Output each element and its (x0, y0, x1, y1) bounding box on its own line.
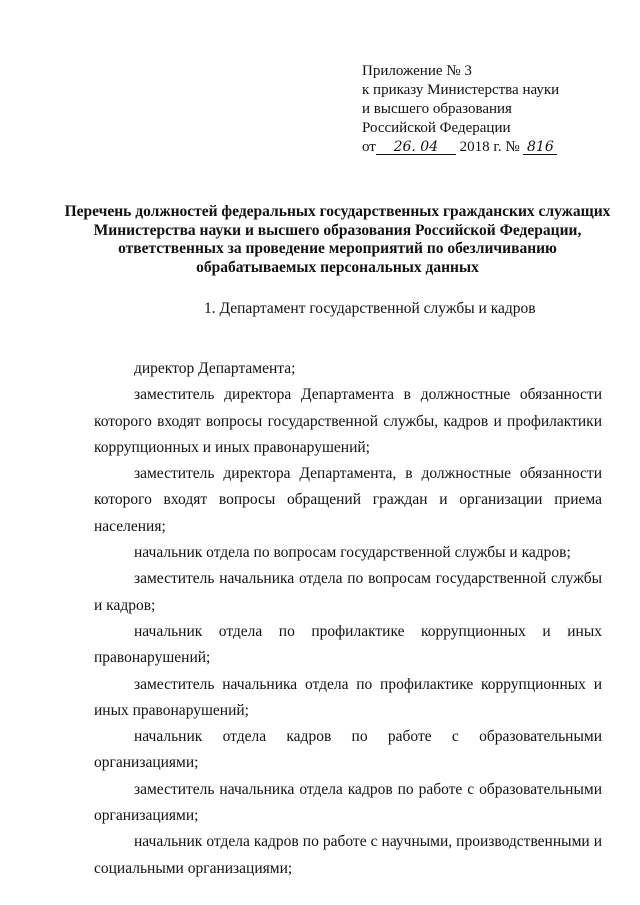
list-item: начальник отдела по вопросам государственной службы и кадров; (134, 544, 571, 562)
document-title: Перечень должностей федеральных государственных гражданских служащих Министерства науки и высшего образования Российской Федерации, ответственных за проведение мероприятий по обезличиванию обрабатываемых персональных данных (64, 203, 611, 276)
list-item: заместитель начальника отдела по профилактике коррупционных и иных правонарушений; (94, 675, 602, 719)
appendix-date-line (362, 138, 622, 157)
section-heading: 1. Департамент государственной службы и кадров (204, 300, 536, 317)
list-item: начальник отдела кадров по работе с образовательными организациями; (94, 728, 602, 772)
list-item: начальник отдела по профилактике коррупционных и иных правонарушений; (94, 622, 602, 667)
list-item: заместитель директора Департамента в должностные обязанности которого входят вопросы государственной службы, кадров и профилактики коррупционных и иных правонарушений; (94, 386, 602, 456)
positions-list (94, 356, 602, 882)
appendix-ministry: и высшего образования (362, 101, 512, 117)
handwritten-date: 26. 04 (376, 140, 456, 155)
list-item: начальник отдела кадров по работе с научными, производственными и социальными организациями; (94, 833, 602, 877)
list-item: заместитель директора Департамента, в должностные обязанности которого входят вопросы обращений граждан и организации приема населения; (94, 465, 602, 535)
year-and-number-label: 2018 г. № (459, 139, 520, 155)
list-item: заместитель начальника отдела по вопросам государственной службы и кадров; (94, 570, 602, 614)
handwritten-order-number: 816 (523, 140, 557, 155)
date-prefix: от (362, 139, 376, 155)
appendix-country: Российской Федерации (362, 120, 511, 136)
appendix-header (362, 62, 622, 157)
list-item: заместитель начальника отдела кадров по работе с образовательными организациями; (94, 780, 602, 825)
list-item: директор Департамента; (134, 360, 296, 377)
appendix-order-ref: к приказу Министерства науки (362, 82, 560, 98)
appendix-number: Приложение № 3 (362, 63, 472, 79)
